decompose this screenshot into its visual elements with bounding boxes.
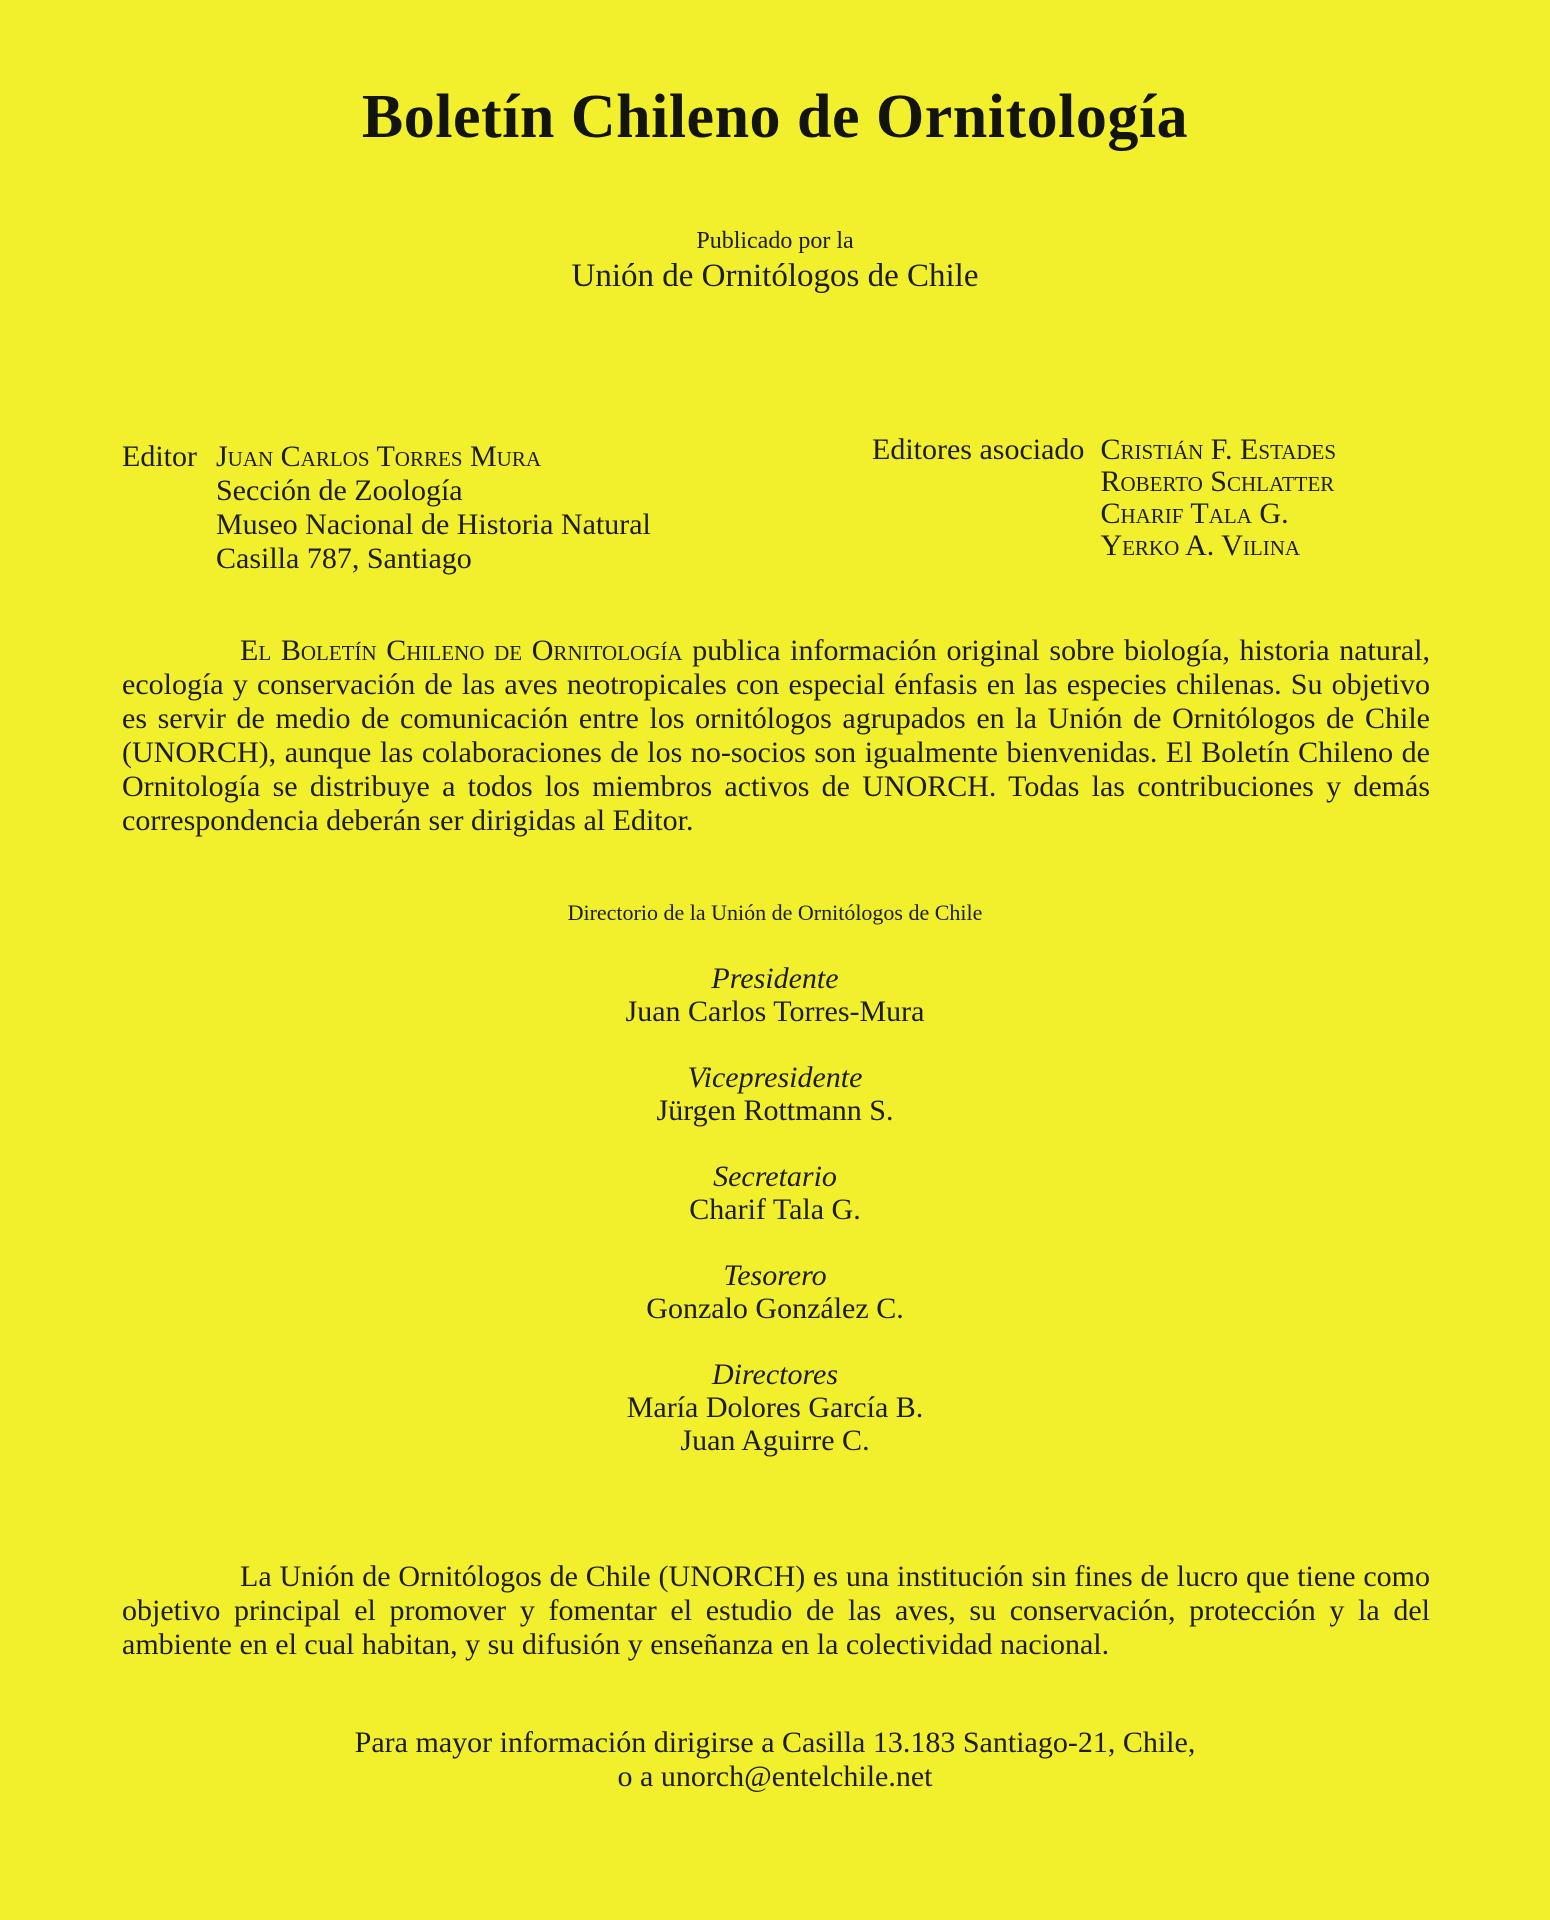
role-member: Gonzalo González C.: [646, 1292, 904, 1325]
role-title: Secretario: [713, 1160, 837, 1193]
role-group-directors: [0, 1358, 1550, 1457]
role-title: Tesorero: [723, 1259, 827, 1292]
publisher-name: Unión de Ornitólogos de Chile: [571, 258, 979, 294]
role-group-secretary: [0, 1160, 1550, 1226]
editor-address-line: Casilla 787, Santiago: [216, 542, 472, 575]
role-group-president: [0, 962, 1550, 1028]
associate-editors-label: Editores asociado: [872, 433, 1085, 466]
journal-title: Boletín Chileno de Ornitología: [361, 83, 1189, 151]
role-title: Presidente: [711, 962, 839, 995]
intro-paragraph: [122, 634, 1430, 838]
associate-editors-block: [872, 434, 1336, 562]
associate-editor-name: Roberto Schlatter: [1100, 465, 1335, 498]
editor-label: Editor: [122, 440, 197, 473]
associate-editor-name: Charif Tala G.: [1100, 497, 1289, 530]
role-title: Vicepresidente: [687, 1061, 863, 1094]
role-group-vicepresident: [0, 1061, 1550, 1127]
published-by-label: Publicado por la: [696, 228, 854, 254]
associate-editor-name: Cristián F. Estades: [1100, 433, 1337, 466]
contact-email-line: o a unorch@entelchile.net: [617, 1760, 933, 1793]
role-member: Juan Carlos Torres-Mura: [625, 995, 925, 1028]
role-member: Juan Aguirre C.: [680, 1424, 870, 1457]
role-member: Jürgen Rottmann S.: [656, 1094, 894, 1127]
intro-journal-name: El Boletín Chileno de Ornitología: [240, 634, 683, 667]
associate-editors-list: [1100, 434, 1336, 562]
contact-info: [0, 1726, 1550, 1794]
role-group-treasurer: [0, 1259, 1550, 1325]
editor-address-line: Museo Nacional de Historia Natural: [216, 508, 651, 541]
intro-text: publica información original sobre biología, historia natural, ecología y conservación de las aves neotropicales con especial énfasis en las especies chilenas. Su objetivo es servir de medio de comunicación entre los ornitólogos agrupados en la Unión de Ornitólogos de Chile (UNORCH), aunque las colaboraciones de los no-socios son igualmente bienvenidas. El Boletín Chileno de Ornitología se distribuye a todos los miembros activos de UNORCH. Todas las contribuciones y demás correspondencia deberán ser dirigidas al Editor.: [122, 634, 1430, 837]
associate-editor-name: Yerko A. Vilina: [1100, 529, 1301, 562]
role-title: Directores: [711, 1358, 839, 1391]
role-member: María Dolores García B.: [626, 1391, 924, 1424]
editor-name: Juan Carlos Torres Mura: [216, 440, 542, 473]
role-member: Charif Tala G.: [689, 1193, 861, 1226]
board-title: Directorio de la Unión de Ornitólogos de Chile: [567, 900, 983, 925]
contact-line: Para mayor información dirigirse a Casilla 13.183 Santiago-21, Chile,: [354, 1726, 1196, 1759]
editor-address-line: Sección de Zoología: [216, 474, 463, 507]
mission-paragraph: La Unión de Ornitólogos de Chile (UNORCH) es una institución sin fines de lucro que tiene como objetivo principal el promover y fomentar el estudio de las aves, su conservación, protección y la del ambiente en el cual habitan, y su difusión y enseñanza en la colectividad nacional.: [122, 1560, 1430, 1661]
board-roles: [0, 962, 1550, 1490]
editor-block: [122, 440, 651, 576]
